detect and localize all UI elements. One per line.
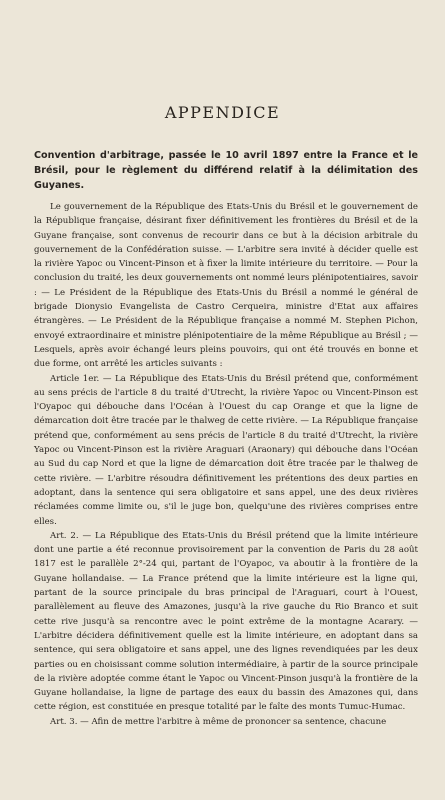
- convention-heading: Convention d'arbitrage, passée le 10 avril 1897 entre la France et le Brésil, pour le règlement du différend relatif à la délimitation des Guyanes.: [34, 150, 418, 191]
- paragraph-article-2: Art. 2. — La République des Etats-Unis du Brésil prétend que la limite intérieure dont une partie a été reconnue provisoirement par la convention de Paris du 28 août 1817 est le parallèle 2°-24 qui, partant de l'Oyapoc, va aboutir à la frontière de la Guyane hollandaise. — La France prétend que la limite intérieure est la ligne qui, partant de la source principale du bras principal de l'Araguari, court à l'Ouest, parallèlement au fleuve des Amazones, jusqu'à la rive gauche du Rio Branco et suit cette rive jusqu'à sa rencontre avec le point extrême de la montagne Acarary. — L'arbitre décidera définitivement quelle est la limite intérieure, en adoptant dans sa sentence, qui sera obligatoire et sans appel, une des lignes revendiquées par les deux parties ou en choisissant comme solution intermédiaire, à partir de la source principale de la rivière adoptée comme étant le Yapoc ou Vincent-Pinson jusqu'à la frontière de la Guyane hollandaise, la ligne de partage des eaux du bassin des Amazones qui, dans cette région, est constituée en presque totalité par le faîte des monts Tumuc-Humac.: [34, 530, 418, 713]
- paragraph-article-1: Article 1er. — La République des Etats-Unis du Brésil prétend que, conformément au sens précis de l'article 8 du traité d'Utrecht, la rivière Yapoc ou Vincent-Pinson est l'Oyapoc qui débouche dans l'Océan à l'Ouest du cap Orange et que la ligne de démarcation doit être tracée par le thalweg de cette rivière. — La République française prétend que, conformément au sens précis de l'article 8 du traité d'Utrecht, la rivière Yapoc ou Vincent-Pinson est la rivière Araguari (Araonary) qui débouche dans l'Océan au Sud du cap Nord et que la ligne de démarcation doit être tracée par le thalweg de cette rivière. — L'arbitre résoudra définitivement les prétentions des deux parties en adoptant, dans la sentence qui sera obligatoire et sans appel, une des deux rivières réclamées comme limite ou, s'il le juge bon, quelqu'une des rivières comprises entre elles.: [34, 373, 418, 527]
- paragraph-article-3: Art. 3. — Afin de mettre l'arbitre à même de prononcer sa sentence, chacune: [50, 716, 387, 727]
- page-title: APPENDICE: [164, 103, 281, 122]
- paragraph-preamble: Le gouvernement de la République des Etats-Unis du Brésil et le gouvernement de la République française, désirant fixer définitivement les frontières du Brésil et de la Guyane française, sont convenus de recourir dans ce but à la décision arbitrale du gouvernement de la Confédération suisse. — L'arbitre sera invité à décider quelle est la rivière Yapoc ou Vincent-Pinson et à fixer la limite intérieure du territoire. — Pour la conclusion du traité, les deux gouvernements ont nommé leurs plénipotentiaires, savoir : — Le Président de la République des Etats-Unis du Brésil a nommé le général de brigade Dionysio Evangelista de Castro Cerqueira, ministre d'Etat aux affaires étrangères. — Le Président de la République française a nommé M. Stephen Pichon, envoyé extraordinaire et ministre plénipotentiaire de la même République au Brésil ; — Lesquels, après avoir échangé leurs pleins pouvoirs, qui ont été trouvés en bonne et due forme, ont arrêté les articles suivants :: [34, 202, 418, 370]
- document-body: [34, 200, 418, 729]
